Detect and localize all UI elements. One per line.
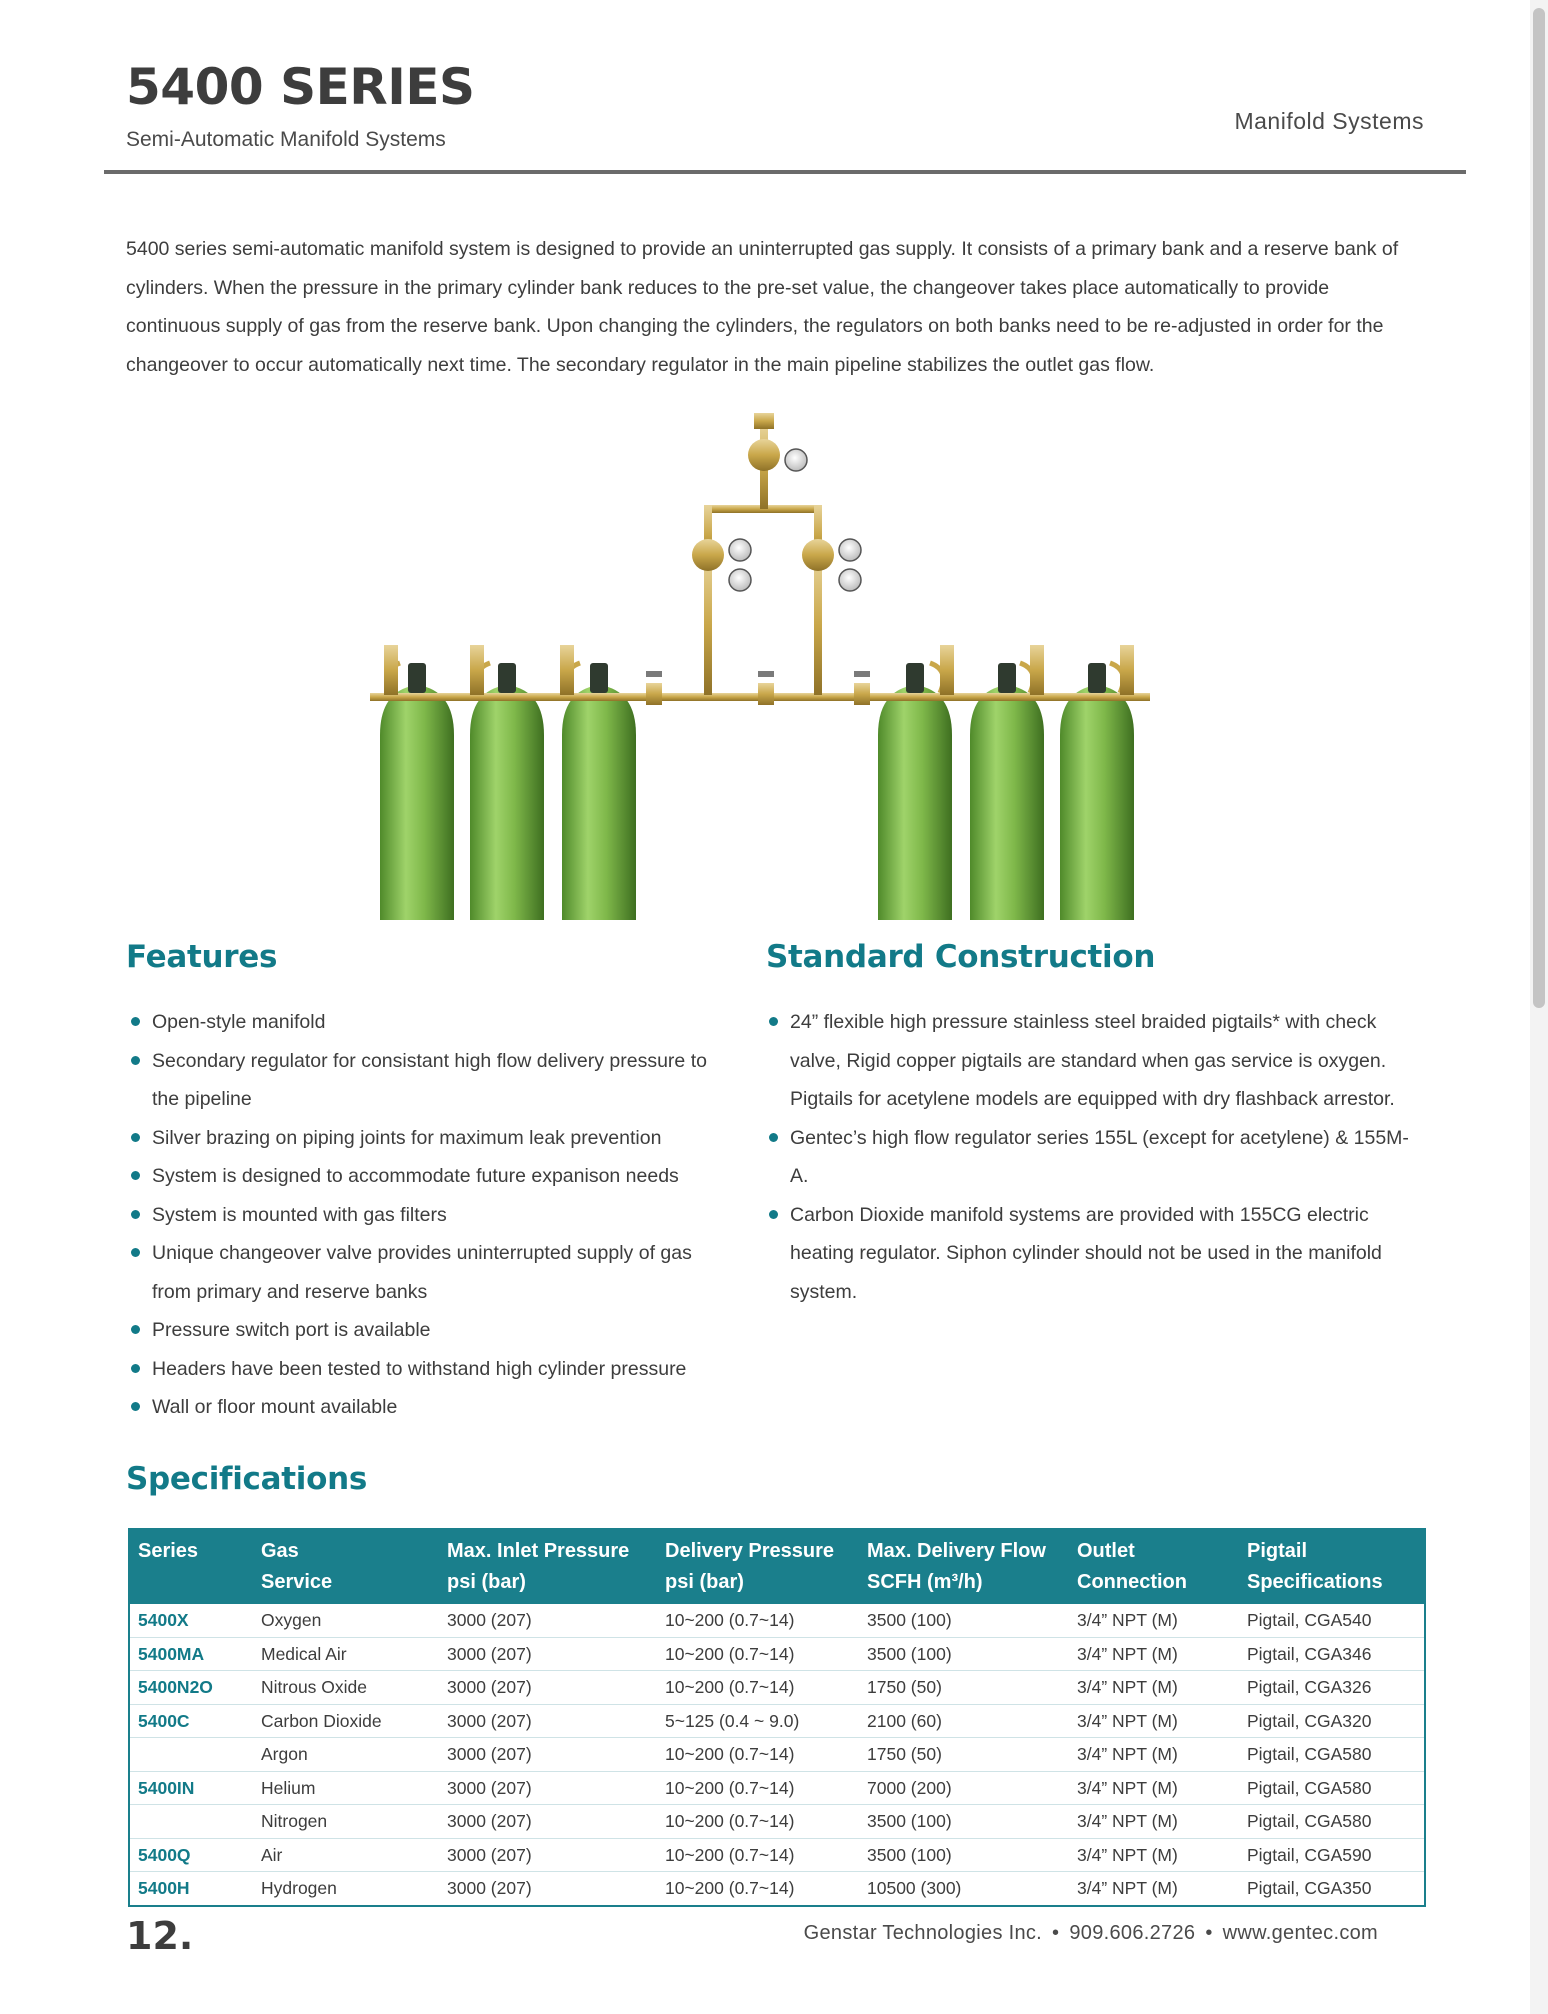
specifications-table [128, 1528, 1426, 1907]
column-header-delivery-pressure: Delivery Pressure psi (bar) [657, 1529, 859, 1604]
scrollbar-track[interactable] [1530, 0, 1548, 2014]
footer-phone: 909.606.2726 [1069, 1922, 1196, 1944]
manifold-illustration [370, 405, 1150, 920]
footer-contact [804, 1922, 1378, 1945]
cell-outlet: 3/4” NPT (M) [1069, 1805, 1239, 1839]
cell-pigtail: Pigtail, CGA580 [1239, 1771, 1425, 1805]
list-item: System is designed to accommodate future expanison needs [128, 1157, 728, 1196]
cell-series: 5400H [138, 1878, 190, 1898]
cell-pigtail: Pigtail, CGA346 [1239, 1637, 1425, 1671]
cell-series: 5400X [129, 1604, 253, 1637]
table-row [129, 1771, 1425, 1805]
page-subtitle: Semi-Automatic Manifold Systems [126, 128, 446, 151]
cell-flow: 3500 (100) [859, 1805, 1069, 1839]
cell-series: 5400N2O [129, 1671, 253, 1705]
list-item: Headers have been tested to withstand high cylinder pressure [128, 1350, 728, 1389]
footer-website-link[interactable]: www.gentec.com [1222, 1922, 1378, 1944]
table-row [129, 1704, 1425, 1738]
cell-pigtail: Pigtail, CGA320 [1239, 1704, 1425, 1738]
cell-flow: 7000 (200) [859, 1771, 1069, 1805]
column-header-pigtail: Pigtail Specifications [1239, 1529, 1425, 1604]
cell-inlet: 3000 (207) [447, 1878, 532, 1898]
cell-pigtail: Pigtail, CGA350 [1247, 1878, 1372, 1898]
list-item: Open-style manifold [128, 1003, 728, 1042]
cell-delivery: 10~200 (0.7~14) [657, 1604, 859, 1637]
list-item: Unique changeover valve provides uninterrupted supply of gas from primary and reserve banks [128, 1234, 728, 1311]
cell-outlet: 3/4” NPT (M) [1069, 1771, 1239, 1805]
cell-gas: Medical Air [253, 1637, 439, 1671]
cell-delivery: 10~200 (0.7~14) [665, 1878, 795, 1898]
intro-paragraph: 5400 series semi-automatic manifold system is designed to provide an uninterrupted gas supply. It consists of a primary bank and a reserve bank of cylinders. When the pressure in the primary cylinder bank reduces to the pre-set value, the changeover takes place automatically to provide continuous supply of gas from the reserve bank. Upon changing the cylinders, the regulators on both banks need to be re-adjusted in order for the changeover to occur automatically next time. The secondary regulator in the main pipeline stabilizes the outlet gas flow. [126, 238, 1399, 376]
cylinder-bank-right [878, 685, 1134, 920]
column-header-series: Series [129, 1529, 253, 1604]
cell-outlet: 3/4” NPT (M) [1077, 1878, 1178, 1898]
cell-series: 5400MA [129, 1637, 253, 1671]
footer-separator: • [1205, 1922, 1213, 1944]
cell-flow: 2100 (60) [859, 1704, 1069, 1738]
cell-outlet: 3/4” NPT (M) [1069, 1738, 1239, 1772]
column-header-outlet-connection: Outlet Connection [1069, 1529, 1239, 1604]
table-row [129, 1838, 1425, 1872]
list-item: Pressure switch port is available [128, 1311, 728, 1350]
list-item: 24” flexible high pressure stainless steel braided pigtails* with check valve, Rigid copper pigtails are standard when gas service is oxygen. Pigtails for acetylene models are equipped with dry flashback arrestor. [766, 1003, 1416, 1119]
cell-outlet: 3/4” NPT (M) [1069, 1604, 1239, 1637]
cell-inlet: 3000 (207) [439, 1671, 657, 1705]
cell-flow: 1750 (50) [859, 1738, 1069, 1772]
page-title: 5400 SERIES [126, 58, 475, 116]
column-header-inlet-pressure: Max. Inlet Pressure psi (bar) [439, 1529, 657, 1604]
cell-pigtail: Pigtail, CGA540 [1239, 1604, 1425, 1637]
cell-delivery: 10~200 (0.7~14) [657, 1671, 859, 1705]
cell-inlet: 3000 (207) [439, 1738, 657, 1772]
cell-pigtail: Pigtail, CGA590 [1239, 1838, 1425, 1872]
cell-pigtail: Pigtail, CGA580 [1239, 1805, 1425, 1839]
cell-series: 5400IN [129, 1771, 253, 1805]
list-item: Gentec’s high flow regulator series 155L (except for acetylene) & 155M-A. [766, 1119, 1416, 1196]
page-number: 12. [126, 1914, 194, 1958]
cell-flow: 10500 (300) [867, 1878, 962, 1898]
cell-inlet: 3000 (207) [439, 1838, 657, 1872]
list-item: Silver brazing on piping joints for maximum leak prevention [128, 1119, 728, 1158]
cell-gas: Argon [253, 1738, 439, 1772]
cell-gas: Oxygen [253, 1604, 439, 1637]
list-item: Wall or floor mount available [128, 1388, 728, 1427]
list-item: Secondary regulator for consistant high flow delivery pressure to the pipeline [128, 1042, 728, 1119]
cell-delivery: 10~200 (0.7~14) [657, 1637, 859, 1671]
cell-outlet: 3/4” NPT (M) [1069, 1671, 1239, 1705]
construction-list [766, 1003, 1416, 1311]
cell-inlet: 3000 (207) [439, 1805, 657, 1839]
cell-gas: Air [253, 1838, 439, 1872]
specifications-heading: Specifications [126, 1461, 368, 1497]
scrollbar-thumb[interactable] [1533, 8, 1545, 1008]
table-row [129, 1637, 1425, 1671]
cell-inlet: 3000 (207) [439, 1771, 657, 1805]
table-row [129, 1738, 1425, 1772]
cell-delivery: 10~200 (0.7~14) [657, 1838, 859, 1872]
cell-outlet: 3/4” NPT (M) [1069, 1838, 1239, 1872]
cell-delivery: 10~200 (0.7~14) [657, 1771, 859, 1805]
cell-gas: Hydrogen [261, 1878, 337, 1898]
cell-gas: Carbon Dioxide [253, 1704, 439, 1738]
cell-gas: Nitrogen [253, 1805, 439, 1839]
cell-delivery: 10~200 (0.7~14) [657, 1805, 859, 1839]
cell-pigtail: Pigtail, CGA580 [1239, 1738, 1425, 1772]
column-header-delivery-flow: Max. Delivery Flow SCFH (m³/h) [859, 1529, 1069, 1604]
features-heading: Features [126, 939, 278, 975]
cell-pigtail: Pigtail, CGA326 [1239, 1671, 1425, 1705]
cell-inlet: 3000 (207) [439, 1637, 657, 1671]
section-category: Manifold Systems [1234, 108, 1424, 134]
list-item: Carbon Dioxide manifold systems are provided with 155CG electric heating regulator. Siphon cylinder should not be used in the manifold system. [766, 1196, 1416, 1312]
cell-flow: 3500 (100) [859, 1604, 1069, 1637]
table-header-row [129, 1529, 1425, 1604]
table-row [129, 1872, 1425, 1906]
cell-gas: Helium [253, 1771, 439, 1805]
column-header-gas-service: Gas Service [253, 1529, 439, 1604]
table-row [129, 1805, 1425, 1839]
cell-flow: 3500 (100) [859, 1637, 1069, 1671]
cell-outlet: 3/4” NPT (M) [1069, 1637, 1239, 1671]
cell-series [129, 1738, 253, 1772]
header-divider [104, 170, 1466, 174]
cell-delivery: 10~200 (0.7~14) [657, 1738, 859, 1772]
cell-gas: Nitrous Oxide [253, 1671, 439, 1705]
cell-series: 5400C [129, 1704, 253, 1738]
cell-inlet: 3000 (207) [439, 1704, 657, 1738]
table-row [129, 1604, 1425, 1637]
cell-outlet: 3/4” NPT (M) [1069, 1704, 1239, 1738]
list-item: System is mounted with gas filters [128, 1196, 728, 1235]
cell-series [129, 1805, 253, 1839]
table-row [129, 1671, 1425, 1705]
construction-heading: Standard Construction [766, 939, 1156, 975]
footer-separator: • [1052, 1922, 1060, 1944]
cell-series: 5400Q [129, 1838, 253, 1872]
features-list [128, 1003, 728, 1427]
cell-flow: 3500 (100) [859, 1838, 1069, 1872]
cylinder-bank-left [380, 685, 636, 920]
cell-inlet: 3000 (207) [439, 1604, 657, 1637]
cell-delivery: 5~125 (0.4 ~ 9.0) [657, 1704, 859, 1738]
footer-company: Genstar Technologies Inc. [803, 1922, 1043, 1944]
cell-flow: 1750 (50) [859, 1671, 1069, 1705]
